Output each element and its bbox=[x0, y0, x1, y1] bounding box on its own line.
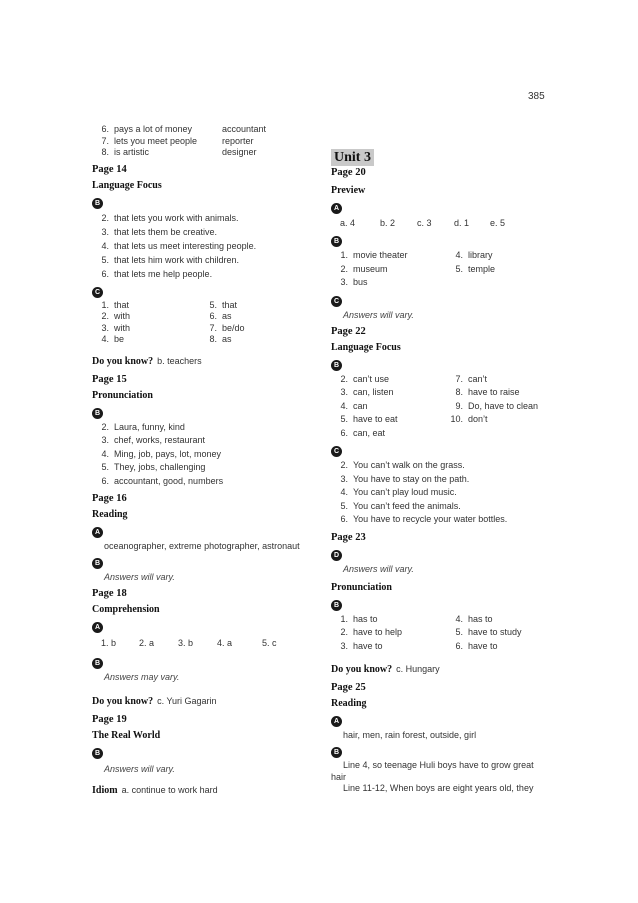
answer-grid bbox=[331, 373, 546, 441]
section-heading: The Real World bbox=[92, 730, 161, 741]
exercise-badge: B bbox=[92, 658, 103, 669]
answer-row bbox=[331, 217, 546, 229]
list-item: 6. can, eat bbox=[340, 427, 386, 438]
list-item: 2. have to help 5. have to study bbox=[340, 627, 522, 637]
do-you-know-label: Do you know? bbox=[331, 664, 393, 675]
answer-note: Answers will vary. bbox=[343, 309, 414, 320]
list-item: 5. You can’t feed the animals. bbox=[340, 500, 461, 511]
page-heading: Page 14 bbox=[92, 163, 127, 175]
page-number: 385 bbox=[528, 91, 545, 102]
answer-text: Line 4, so teenage Huli boys have to grow great hair bbox=[331, 760, 534, 782]
list-item: 5. that lets him work with children. bbox=[101, 254, 240, 265]
list-item: 3. chef, works, restaurant bbox=[101, 435, 206, 445]
right-column bbox=[331, 147, 546, 795]
page-heading: Page 18 bbox=[92, 588, 127, 599]
list-item: 4. be 8. as bbox=[101, 334, 232, 344]
answer-text: hair, men, rain forest, outside, girl bbox=[343, 730, 477, 740]
page-heading: Page 25 bbox=[331, 682, 366, 693]
answer-row bbox=[92, 637, 314, 649]
section-heading: Pronunciation bbox=[331, 581, 392, 593]
answer-note: Answers will vary. bbox=[343, 563, 414, 574]
answer-grid bbox=[92, 300, 314, 346]
left-column bbox=[92, 124, 314, 798]
answer-list bbox=[331, 459, 546, 527]
list-item: 2. that lets you work with animals. bbox=[101, 212, 239, 223]
exercise-badge: A bbox=[92, 527, 103, 538]
exercise-badge: B bbox=[331, 236, 342, 247]
exercise-badge: B bbox=[92, 198, 103, 209]
answer-text: Line 11-12, When boys are eight years old, they bbox=[343, 783, 534, 793]
section-heading: Preview bbox=[331, 185, 366, 196]
exercise-badge: B bbox=[92, 748, 103, 759]
do-you-know-answer: c. Yuri Gagarin bbox=[157, 696, 217, 706]
section-heading: Language Focus bbox=[331, 341, 401, 353]
list-item: 4. You can’t play loud music. bbox=[340, 487, 457, 497]
list-item: 1. movie theater 4. library bbox=[340, 250, 493, 260]
do-you-know-answer: b. teachers bbox=[157, 355, 202, 366]
section-heading: Comprehension bbox=[92, 604, 160, 615]
answer-grid bbox=[331, 613, 546, 654]
exercise-badge: C bbox=[92, 287, 103, 298]
answer-list bbox=[92, 211, 314, 281]
exercise-badge: B bbox=[331, 600, 342, 611]
do-you-know bbox=[92, 691, 314, 709]
exercise-badge: A bbox=[92, 622, 103, 633]
page-heading: Page 20 bbox=[331, 167, 366, 178]
do-you-know bbox=[92, 351, 314, 369]
page-heading: Page 23 bbox=[331, 531, 366, 543]
section-heading: Pronunciation bbox=[92, 389, 153, 401]
page-heading: Page 16 bbox=[92, 493, 127, 504]
list-item: 4. can 9. Do, have to clean bbox=[340, 400, 539, 411]
list-item: 2. You can’t walk on the grass. bbox=[340, 460, 465, 470]
list-item: 2. museum 5. temple bbox=[340, 263, 496, 274]
answer-text: oceanographer, extreme photographer, astronaut bbox=[104, 541, 300, 551]
idiom bbox=[92, 780, 314, 798]
exercise-badge: C bbox=[331, 446, 342, 457]
answer-item: 1. b bbox=[101, 638, 117, 648]
list-item: 2. Laura, funny, kind bbox=[101, 421, 185, 432]
list-item: 5. They, jobs, challenging bbox=[101, 462, 206, 472]
list-item: 2. with 6. as bbox=[101, 311, 232, 321]
exercise-badge: C bbox=[331, 296, 342, 307]
list-item: 5. have to eat 10. don’t bbox=[340, 414, 488, 424]
do-you-know bbox=[331, 659, 546, 677]
list-item: 3. can, listen 8. have to raise bbox=[340, 387, 520, 397]
answer-item: 2. a bbox=[139, 638, 155, 648]
list-item: 1. has to 4. has to bbox=[340, 613, 493, 624]
list-item: 6. accountant, good, numbers bbox=[101, 475, 224, 486]
section-heading: Reading bbox=[92, 509, 128, 520]
answer-item: b. 2 bbox=[380, 218, 396, 228]
list-item: 7. lets you meet people reporter bbox=[101, 135, 254, 146]
list-item: 6. pays a lot of money accountant bbox=[101, 124, 267, 134]
exercise-badge: B bbox=[331, 747, 342, 758]
page-heading: Page 15 bbox=[92, 373, 127, 385]
exercise-badge: A bbox=[331, 203, 342, 214]
exercise-badge: B bbox=[92, 558, 103, 569]
answer-note: Answers will vary. bbox=[104, 572, 175, 582]
answer-note: Answers will vary. bbox=[104, 764, 175, 774]
page-heading: Page 19 bbox=[92, 714, 127, 725]
exercise-badge: B bbox=[92, 408, 103, 419]
exercise-badge: B bbox=[331, 360, 342, 371]
do-you-know-label: Do you know? bbox=[92, 696, 154, 707]
answer-item: e. 5 bbox=[490, 218, 506, 228]
list-item: 8. is artistic designer bbox=[101, 147, 257, 157]
list-item: 1. that 5. that bbox=[101, 299, 238, 310]
idiom-label: Idiom bbox=[92, 785, 118, 796]
list-item: 3. that lets them be creative. bbox=[101, 226, 218, 237]
list-item: 2. can’t use 7. can’t bbox=[340, 373, 488, 384]
answer-item: 5. c bbox=[262, 638, 277, 648]
answer-item: 4. a bbox=[217, 638, 233, 648]
page-heading: Page 22 bbox=[331, 325, 366, 337]
section-heading: Reading bbox=[331, 698, 367, 709]
unit-title: Unit 3 bbox=[331, 149, 374, 166]
exercise-badge: A bbox=[331, 716, 342, 727]
answer-item: a. 4 bbox=[340, 218, 356, 228]
list-item: 4. that lets us meet interesting people. bbox=[101, 240, 257, 251]
list-item: 6. that lets me help people. bbox=[101, 268, 213, 279]
list-item: 3. with 7. be/do bbox=[101, 322, 245, 333]
answer-note: Answers may vary. bbox=[104, 672, 180, 682]
answer-grid bbox=[331, 249, 546, 290]
exercise-badge: D bbox=[331, 550, 342, 561]
intro-list bbox=[92, 124, 314, 159]
list-item: 3. You have to stay on the path. bbox=[340, 473, 470, 484]
do-you-know-answer: c. Hungary bbox=[396, 664, 440, 674]
section-heading: Language Focus bbox=[92, 179, 162, 191]
idiom-answer: a. continue to work hard bbox=[121, 785, 218, 795]
answer-item: d. 1 bbox=[454, 218, 470, 228]
do-you-know-label: Do you know? bbox=[92, 355, 154, 367]
list-item: 3. bus bbox=[340, 277, 368, 287]
list-item: 6. You have to recycle your water bottles. bbox=[340, 514, 508, 524]
answer-item: c. 3 bbox=[417, 218, 432, 228]
list-item: 3. have to 6. have to bbox=[340, 640, 498, 651]
list-item: 4. Ming, job, pays, lot, money bbox=[101, 448, 222, 459]
answer-item: 3. b bbox=[178, 638, 194, 648]
answer-list bbox=[92, 421, 314, 489]
